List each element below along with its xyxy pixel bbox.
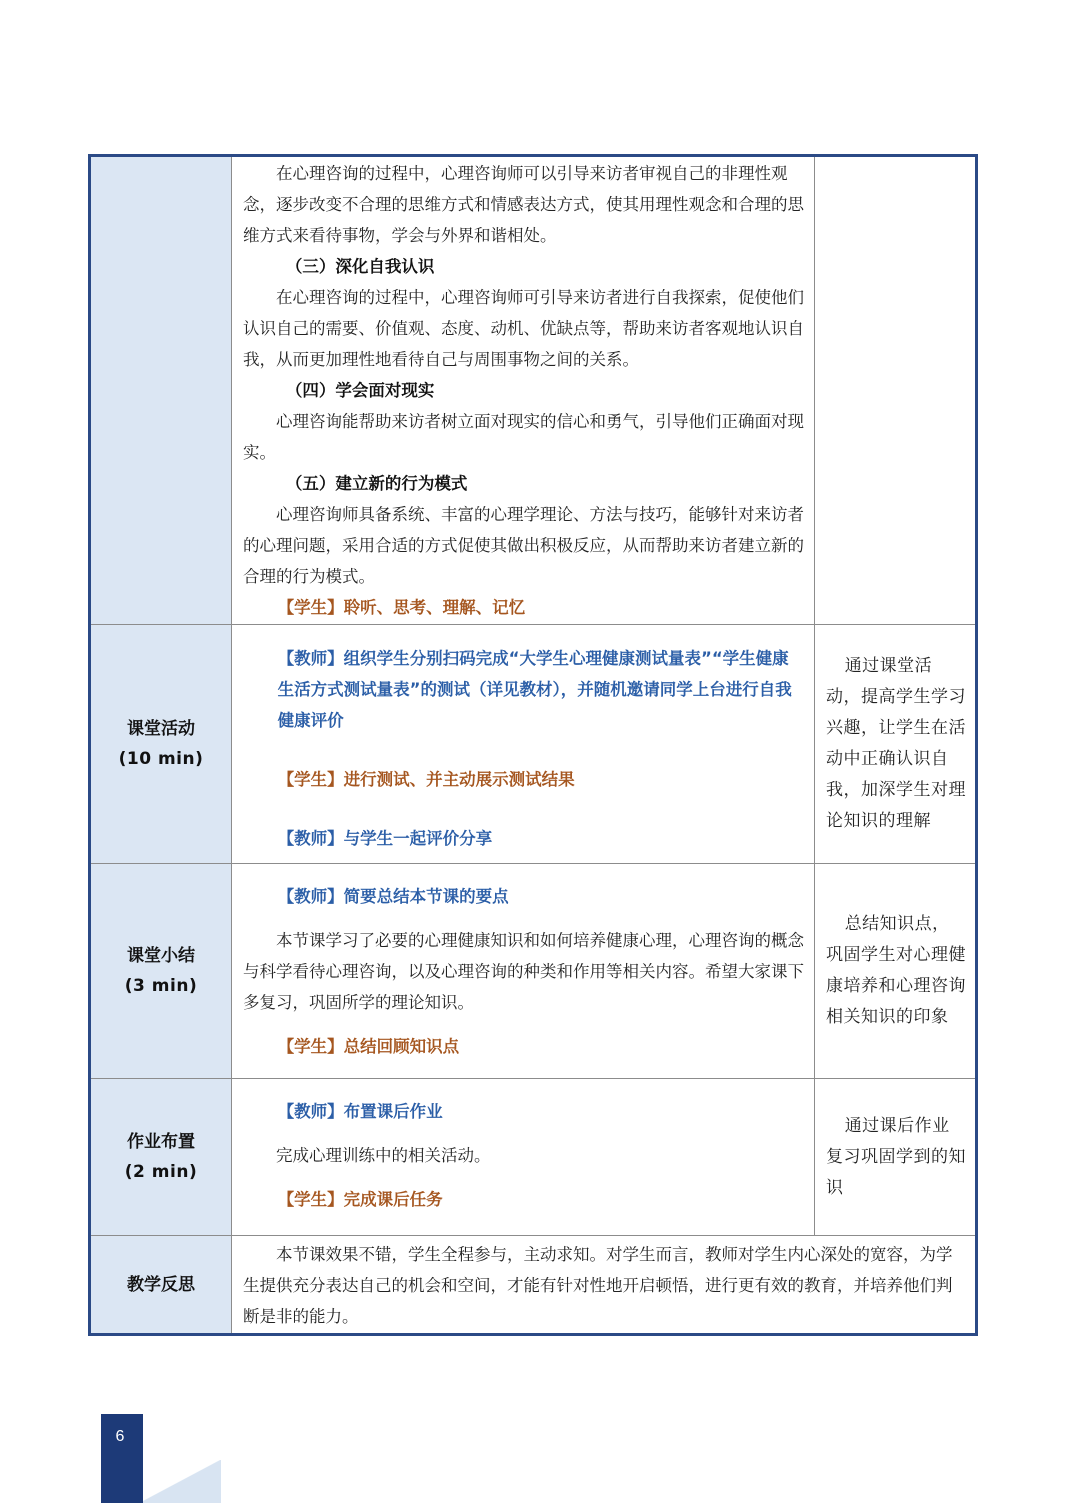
paragraph: 心理咨询师具备系统、丰富的心理学理论、方法与技巧，能够针对来访者的心理问题，采用合适的方式促使其做出积极反应，从而帮助来访者建立新的合理的行为模式。: [243, 505, 804, 586]
row-label-empty: [90, 156, 232, 625]
row-label-reflection: [90, 1236, 232, 1335]
paragraph: 在心理咨询的过程中，心理咨询师可以引导来访者审视自己的非理性观念，逐步改变不合理的思维方式和情感表达方式，使其用理性观念和合理的思维方式来看待事物，学会与外界和谐相处。: [243, 164, 804, 245]
paragraph: 完成心理训练中的相关活动。: [276, 1146, 491, 1165]
table-row-summary: [90, 864, 977, 1079]
row-title: 课堂活动: [127, 719, 195, 739]
paragraph: 心理咨询能帮助来访者树立面对现实的信心和勇气，引导他们正确面对现实。: [243, 412, 804, 462]
decorative-stripe: [143, 1460, 221, 1503]
row-label-activity: [90, 625, 232, 864]
student-task: 【学生】聆听、思考、理解、记忆: [277, 598, 526, 617]
summary-note-cell: [815, 864, 977, 1079]
row-title: 教学反思: [127, 1274, 195, 1295]
row-label-homework: [90, 1079, 232, 1236]
page-number-tab: [101, 1414, 143, 1503]
teacher-task: 【教师】与学生一起评价分享: [277, 829, 493, 848]
paragraph: 本节课效果不错，学生全程参与，主动求知。对学生而言，教师对学生内心深处的宽容，为学生提供充分表达自己的机会和空间，才能有针对性地开启顿悟，进行更有效的教育，并培养他们判断是非的能力。: [243, 1245, 953, 1326]
page-number: 6: [115, 1428, 125, 1445]
teaching-note: 通过课后作业复习巩固学到的知识: [826, 1115, 966, 1198]
table-row-activity: [90, 625, 977, 864]
student-task: 【学生】总结回顾知识点: [277, 1037, 460, 1056]
lesson-plan-table: [88, 154, 978, 1336]
teaching-note: 通过课堂活动，提高学生学习兴趣，让学生在活动中正确认识自我，加深学生对理论知识的理解: [826, 656, 966, 831]
table-row-reflection: [90, 1236, 977, 1335]
intro-content: [233, 158, 813, 623]
row-duration: (10 min): [118, 749, 204, 769]
teaching-note: 总结知识点，巩固学生对心理健康培养和心理咨询相关知识的印象: [826, 914, 966, 1027]
activity-content: [233, 626, 813, 854]
teacher-task: 【教师】组织学生分别扫码完成“大学生心理健康测试量表”“学生健康生活方式测试量表”的测试（详见教材），并随机邀请同学上台进行自我健康评价: [277, 649, 792, 730]
row-title: 课堂小结: [127, 946, 195, 966]
homework-content: [233, 1080, 813, 1215]
intro-content-cell: [232, 156, 815, 625]
summary-content-cell: [232, 864, 815, 1079]
table-row-intro: [90, 156, 977, 625]
homework-content-cell: [232, 1079, 815, 1236]
student-task: 【学生】完成课后任务: [277, 1190, 443, 1209]
student-task: 【学生】进行测试、并主动展示测试结果: [277, 770, 575, 789]
row-title: 作业布置: [127, 1132, 195, 1152]
row-duration: (3 min): [124, 976, 198, 996]
table-row-homework: [90, 1079, 977, 1236]
reflection-content: [233, 1237, 974, 1332]
teacher-task: 【教师】简要总结本节课的要点: [277, 887, 509, 906]
activity-content-cell: [232, 625, 815, 864]
paragraph: 本节课学习了必要的心理健康知识和如何培养健康心理，心理咨询的概念与科学看待心理咨询，以及心理咨询的种类和作用等相关内容。希望大家课下多复习，巩固所学的理论知识。: [243, 931, 804, 1012]
row-duration: (2 min): [124, 1162, 198, 1182]
homework-note-cell: [815, 1079, 977, 1236]
row-label-summary: [90, 864, 232, 1079]
note-cell-empty: [815, 156, 977, 625]
reflection-content-cell: [232, 1236, 977, 1335]
paragraph: 在心理咨询的过程中，心理咨询师可引导来访者进行自我探索，促使他们认识自己的需要、价值观、态度、动机、优缺点等，帮助来访者客观地认识自我，从而更加理性地看待自己与周围事物之间的关系。: [243, 288, 804, 369]
section-heading: （五）建立新的行为模式: [285, 474, 468, 493]
section-heading: （四）学会面对现实: [285, 381, 435, 400]
teacher-task: 【教师】布置课后作业: [277, 1102, 443, 1121]
summary-content: [233, 865, 813, 1062]
activity-note-cell: [815, 625, 977, 864]
section-heading: （三）深化自我认识: [285, 257, 435, 276]
